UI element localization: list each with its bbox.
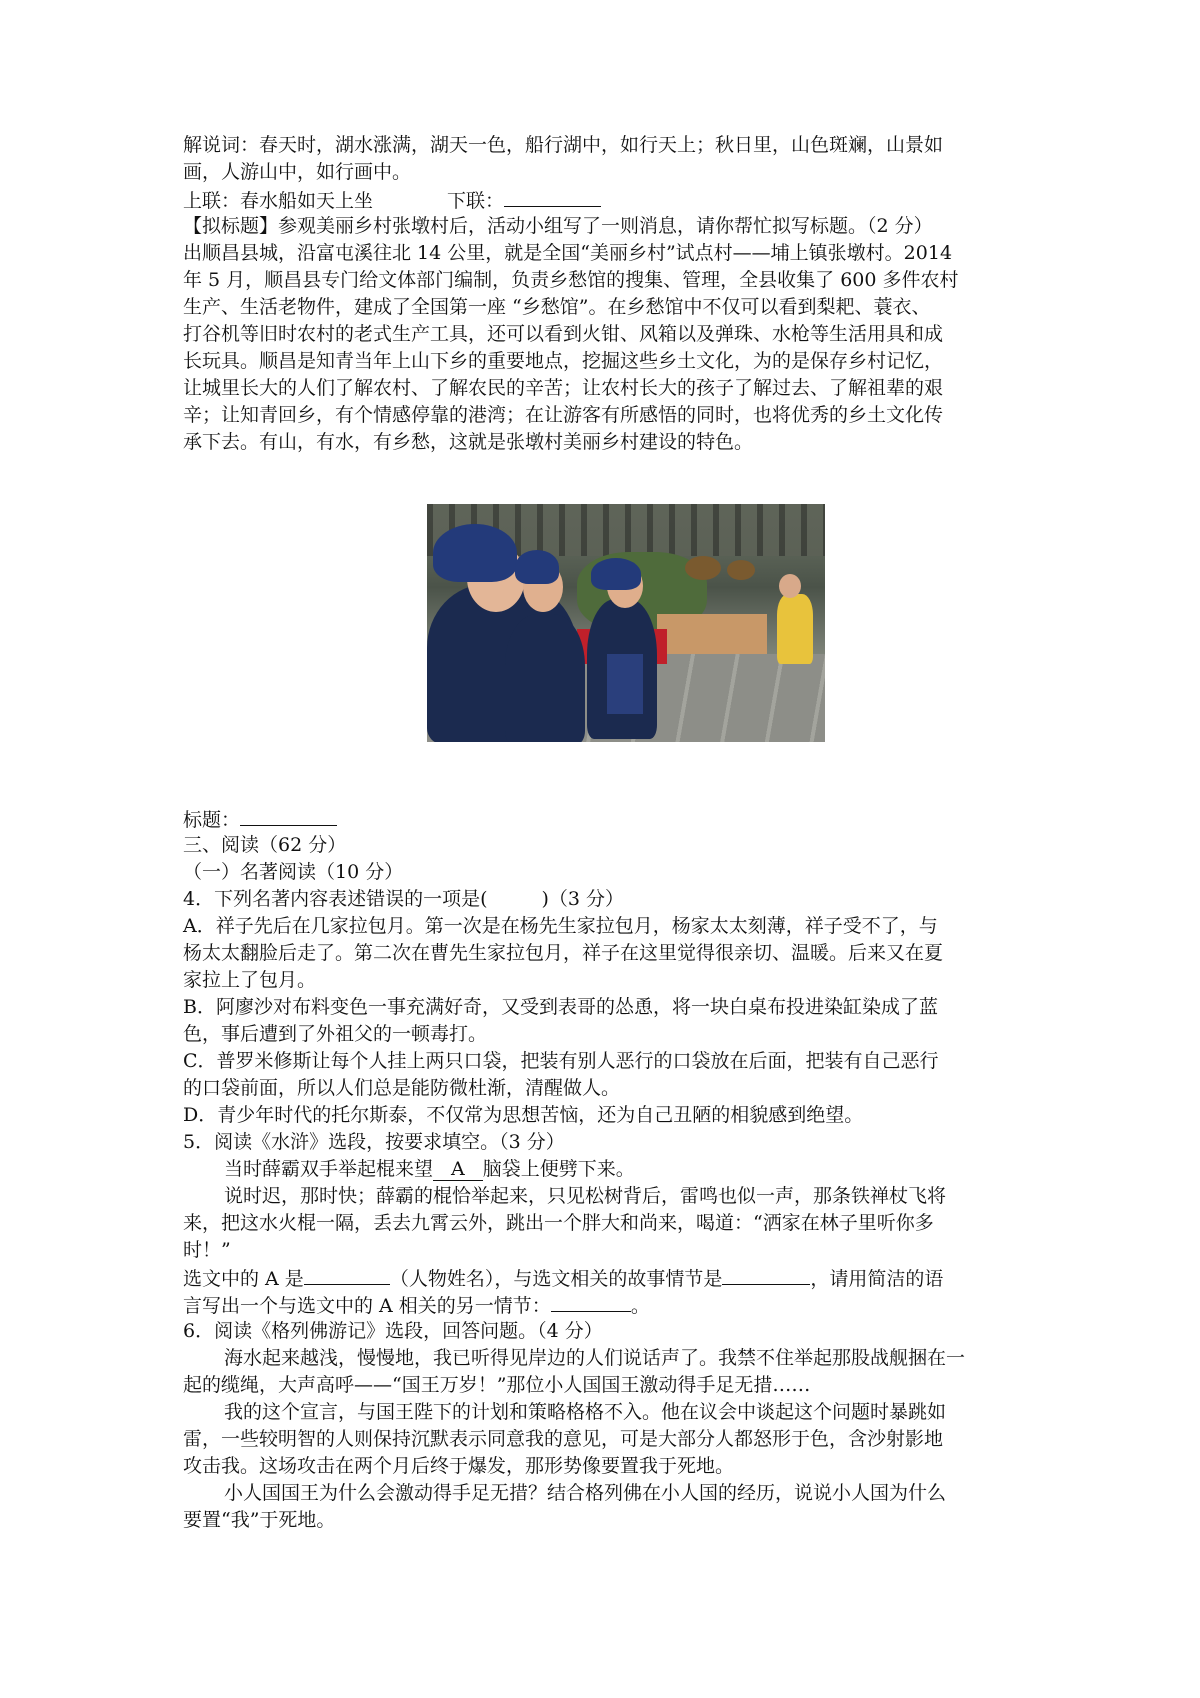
text-line: 画，人游山中，如行画中。 xyxy=(183,161,412,183)
couplet-line xyxy=(183,186,1028,215)
section-heading: 三、阅读（62 分） xyxy=(183,834,347,856)
upper-couplet: 上联：春水船如天上坐 xyxy=(183,190,374,212)
text-line: 长玩具。顺昌是知青当年上山下乡的重要地点，挖掘这些乡土文化，为的是保存乡村记忆， xyxy=(183,350,944,372)
fill-blank-line xyxy=(183,1291,1028,1320)
excerpt-line: 雷，一些较明智的人则保持沉默表示同意我的意见，可是大部分人都怒形于色，含沙射影地 xyxy=(183,1428,944,1450)
text-line: 打谷机等旧时农村的老式生产工具，还可以看到火钳、风箱以及弹珠、水枪等生活用具和成 xyxy=(183,323,944,345)
blank-a: A xyxy=(433,1158,483,1181)
title-label: 标题： xyxy=(183,809,241,831)
question-4-stem: 4．下列名著内容表述错误的一项是( xyxy=(183,888,488,910)
option-c-line: C．普罗米修斯让每个人挂上两只口袋，把装有别人恶行的口袋放在后面，把装有自己恶行 xyxy=(183,1050,939,1072)
prompt-text: 。 xyxy=(630,1295,650,1317)
fill-blank-line xyxy=(183,1264,1028,1293)
option-d-line: D．青少年时代的托尔斯泰，不仅常为思想苦恼，还为自己丑陋的相貌感到绝望。 xyxy=(183,1104,864,1126)
subsection-heading: （一）名著阅读（10 分） xyxy=(183,861,404,883)
excerpt-line: 海水起来越浅，慢慢地，我已听得见岸边的人们说话声了。我禁不住举起那股战舰捆在一 xyxy=(224,1347,966,1369)
plot-blank[interactable] xyxy=(722,1264,810,1285)
option-b-line: 色，事后遭到了外祖父的一顿毒打。 xyxy=(183,1023,488,1045)
text-line: 【拟标题】参观美丽乡村张墩村后，活动小组写了一则消息，请你帮忙拟写标题。（2 分） xyxy=(183,215,933,237)
lower-couplet-blank[interactable] xyxy=(504,186,601,207)
excerpt-text: 脑袋上便劈下来。 xyxy=(482,1158,635,1180)
option-c-line: 的口袋前面，所以人们总是能防微杜渐，清醒做人。 xyxy=(183,1077,621,1099)
excerpt-text: 当时薛霸双手举起棍来望 xyxy=(224,1158,434,1180)
question-6-prompt: 要置“我”于死地。 xyxy=(183,1509,336,1531)
lower-couplet-label: 下联： xyxy=(447,190,505,212)
title-blank[interactable] xyxy=(240,805,337,826)
question-4 xyxy=(183,886,1028,913)
excerpt-line: 来，把这水火棍一隔，丢去九霄云外，跳出一个胖大和尚来，喝道：“洒家在林子里听你多 xyxy=(183,1212,934,1234)
text-line: 生产、生活老物件，建成了全国第一座 “乡愁馆”。在乡愁馆中不仅可以看到梨耙、蓑衣、 xyxy=(183,296,931,318)
text-line: 解说词：春天时，湖水涨满，湖天一色，船行湖中，如行天上；秋日里，山色斑斓，山景如 xyxy=(183,134,944,156)
excerpt-line: 起的缆绳，大声高呼——“国王万岁！”那位小人国国王激动得手足无措…… xyxy=(183,1374,811,1396)
option-a-line: 杨太太翻脸后走了。第二次在曹先生家拉包月，祥子在这里觉得很亲切、温暖。后来又在夏 xyxy=(183,942,944,964)
excerpt-line: 我的这个宣言，与国王陛下的计划和策略格格不入。他在议会中谈起这个问题时暴跳如 xyxy=(224,1401,947,1423)
prompt-text: 言写出一个与选文中的 A 相关的另一情节： xyxy=(183,1295,551,1317)
photo-of-women-in-blue-headscarves-icon xyxy=(427,504,825,742)
excerpt-line xyxy=(224,1156,1028,1183)
title-answer-line xyxy=(183,805,1028,834)
option-a-line: 家拉上了包月。 xyxy=(183,969,317,991)
other-plot-blank[interactable] xyxy=(551,1291,631,1312)
question-5-heading: 5．阅读《水浒》选段，按要求填空。（3 分） xyxy=(183,1131,565,1153)
excerpt-line: 攻击我。这场攻击在两个月后终于爆发，那形势像要置我于死地。 xyxy=(183,1455,735,1477)
prompt-text: （人物姓名），与选文相关的故事情节是 xyxy=(389,1268,723,1290)
text-line: 年 5 月，顺昌县专门给文体部门编制，负责乡愁馆的搜集、管理，全县收集了 600 多件农村 xyxy=(183,269,959,291)
question-6-heading: 6．阅读《格列佛游记》选段，回答问题。（4 分） xyxy=(183,1320,603,1342)
question-6-prompt: 小人国国王为什么会激动得手足无措？结合格列佛在小人国的经历，说说小人国为什么 xyxy=(224,1482,947,1504)
question-4-score: )（3 分） xyxy=(541,888,625,910)
text-line: 出顺昌县城，沿富屯溪往北 14 公里，就是全国“美丽乡村”试点村——埔上镇张墩村。2014 xyxy=(183,242,953,264)
excerpt-line: 时！” xyxy=(183,1239,231,1261)
text-line: 承下去。有山，有水，有乡愁，这就是张墩村美丽乡村建设的特色。 xyxy=(183,431,754,453)
prompt-text: 选文中的 A 是 xyxy=(183,1268,304,1290)
option-a-line: A．祥子先后在几家拉包月。第一次是在杨先生家拉包月，杨家太太刻薄，祥子受不了，与 xyxy=(183,915,938,937)
text-line: 辛；让知青回乡，有个情感停靠的港湾；在让游客有所感悟的同时，也将优秀的乡土文化传 xyxy=(183,404,944,426)
excerpt-line: 说时迟，那时快；薛霸的棍恰举起来，只见松树背后，雷鸣也似一声，那条铁禅杖飞将 xyxy=(224,1185,947,1207)
text-line: 让城里长大的人们了解农村、了解农民的辛苦；让农村长大的孩子了解过去、了解祖辈的艰 xyxy=(183,377,944,399)
option-b-line: B．阿廖沙对布料变色一事充满好奇，又受到表哥的怂恿，将一块白桌布投进染缸染成了蓝 xyxy=(183,996,938,1018)
character-name-blank[interactable] xyxy=(304,1264,390,1285)
prompt-text: ，请用简洁的语 xyxy=(810,1268,944,1290)
